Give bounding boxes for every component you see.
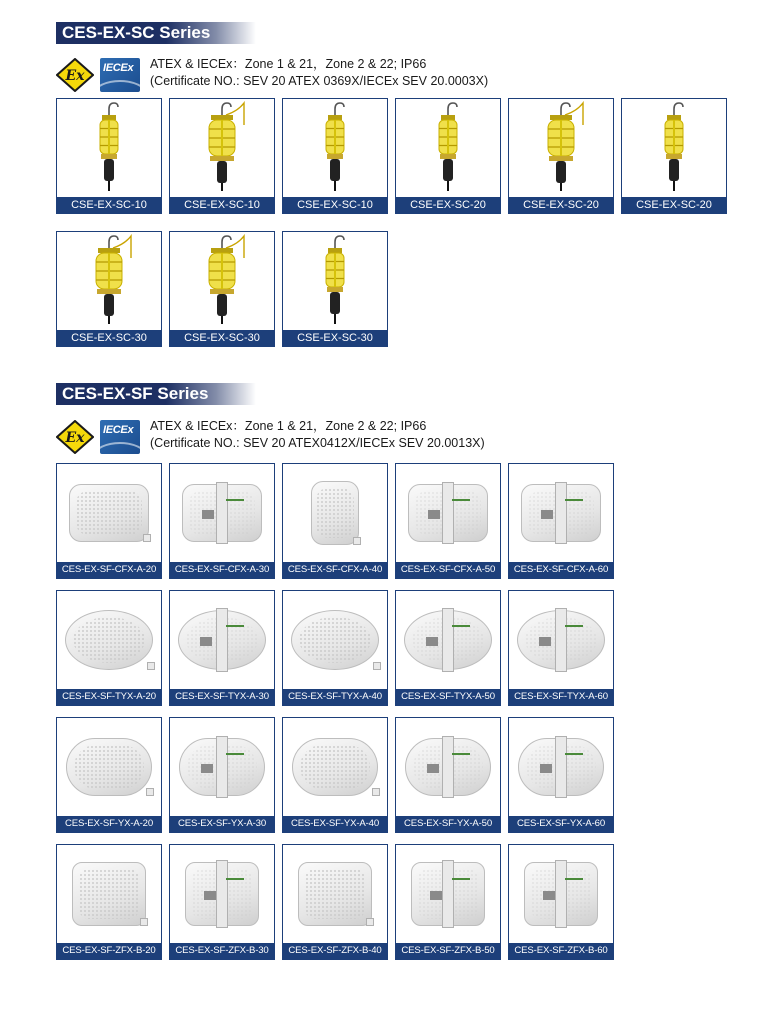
- cable-wire: [452, 753, 470, 755]
- product-photo: [396, 464, 500, 562]
- product-model-label: CSE-EX-SC-30: [57, 330, 161, 346]
- product-model-label: CES-EX-SF-TYX-A-50: [396, 689, 500, 705]
- cable-wire: [226, 499, 244, 501]
- light-fixture: [72, 862, 146, 926]
- product-photo: [283, 232, 387, 330]
- sc-cert-block: [56, 56, 576, 94]
- nameplate: [204, 891, 216, 900]
- nameplate: [200, 637, 212, 646]
- product-photo: [170, 718, 274, 816]
- product-model-label: CES-EX-SF-ZFX-B-60: [509, 943, 613, 959]
- nameplate: [427, 764, 439, 773]
- hand-lamp-icon: [396, 99, 500, 197]
- mounting-bracket: [442, 860, 454, 928]
- cable-gland: [373, 662, 381, 670]
- diffuser-pattern: [305, 869, 365, 919]
- product-photo: [509, 845, 613, 943]
- iecex-mark-text: IECEx: [103, 62, 134, 74]
- product-model-label: CES-EX-SF-ZFX-B-50: [396, 943, 500, 959]
- product-photo: [396, 718, 500, 816]
- cable-wire: [226, 625, 244, 627]
- product-model-label: CES-EX-SF-CFX-A-40: [283, 562, 387, 578]
- product-model-label: CES-EX-SF-CFX-A-60: [509, 562, 613, 578]
- product-tile: [56, 590, 162, 706]
- mounting-bracket: [555, 860, 567, 928]
- product-photo: [170, 232, 274, 330]
- product-model-label: CES-EX-SF-CFX-A-30: [170, 562, 274, 578]
- nameplate: [430, 891, 442, 900]
- product-photo: [170, 99, 274, 197]
- mounting-bracket: [442, 608, 454, 672]
- hand-lamp-icon: [57, 99, 161, 197]
- cable-gland: [140, 918, 148, 926]
- cable-gland: [353, 537, 361, 545]
- hand-lamp-icon: [170, 232, 274, 330]
- mounting-bracket: [442, 736, 454, 798]
- product-tile: [282, 231, 388, 347]
- mounting-bracket: [216, 736, 228, 798]
- product-tile: [395, 844, 501, 960]
- product-photo: [57, 845, 161, 943]
- product-tile: [282, 590, 388, 706]
- light-fixture: [69, 484, 149, 542]
- product-photo: [509, 591, 613, 689]
- atex-ex-icon: [56, 58, 94, 92]
- cable-wire: [452, 625, 470, 627]
- mounting-bracket: [216, 482, 228, 544]
- product-tile: [395, 463, 501, 579]
- product-model-label: CES-EX-SF-YX-A-60: [509, 816, 613, 832]
- product-model-label: CSE-EX-SC-10: [283, 197, 387, 213]
- product-tile: [508, 717, 614, 833]
- nameplate: [540, 764, 552, 773]
- product-photo: [396, 845, 500, 943]
- cable-gland: [146, 788, 154, 796]
- product-model-label: CES-EX-SF-TYX-A-30: [170, 689, 274, 705]
- product-photo: [283, 99, 387, 197]
- product-model-label: CSE-EX-SC-10: [170, 197, 274, 213]
- product-model-label: CSE-EX-SC-20: [396, 197, 500, 213]
- product-tile: [282, 463, 388, 579]
- product-model-label: CSE-EX-SC-20: [509, 197, 613, 213]
- sc-series-title: CES-EX-SC Series: [56, 22, 256, 44]
- product-photo: [283, 718, 387, 816]
- product-tile: [621, 98, 727, 214]
- hand-lamp-icon: [283, 232, 387, 330]
- iecex-logo-icon: [100, 420, 140, 454]
- nameplate: [202, 510, 214, 519]
- cable-wire: [565, 499, 583, 501]
- product-photo: [57, 99, 161, 197]
- cable-gland: [147, 662, 155, 670]
- product-tile: [169, 844, 275, 960]
- cable-gland: [372, 788, 380, 796]
- ex-mark-text: Ex: [65, 430, 85, 446]
- product-tile: [56, 844, 162, 960]
- hand-lamp-icon: [622, 99, 726, 197]
- product-model-label: CES-EX-SF-TYX-A-40: [283, 689, 387, 705]
- nameplate: [539, 637, 551, 646]
- product-photo: [283, 845, 387, 943]
- mounting-bracket: [555, 736, 567, 798]
- product-photo: [170, 845, 274, 943]
- product-tile: [508, 98, 614, 214]
- product-model-label: CES-EX-SF-ZFX-B-40: [283, 943, 387, 959]
- sc-cert-line1: ATEX & IECEx：Zone 1 & 21，Zone 2 & 22; IP66: [150, 57, 427, 71]
- light-fixture: [298, 862, 372, 926]
- product-tile: [282, 717, 388, 833]
- light-fixture: [292, 738, 378, 796]
- mounting-bracket: [555, 482, 567, 544]
- product-photo: [283, 591, 387, 689]
- product-model-label: CSE-EX-SC-20: [622, 197, 726, 213]
- product-model-label: CES-EX-SF-TYX-A-60: [509, 689, 613, 705]
- hand-lamp-icon: [509, 99, 613, 197]
- product-photo: [57, 232, 161, 330]
- product-photo: [509, 464, 613, 562]
- product-model-label: CES-EX-SF-ZFX-B-20: [57, 943, 161, 959]
- product-model-label: CES-EX-SF-TYX-A-20: [57, 689, 161, 705]
- mounting-bracket: [216, 860, 228, 928]
- sf-cert-line2: (Certificate NO.: SEV 20 ATEX0412X/IECEx SEV 20.0013X): [150, 436, 485, 450]
- product-tile: [395, 717, 501, 833]
- product-photo: [57, 464, 161, 562]
- hand-lamp-icon: [57, 232, 161, 330]
- sf-cert-block: [56, 418, 576, 456]
- product-tile: [169, 463, 275, 579]
- diffuser-pattern: [299, 617, 371, 663]
- product-photo: [396, 99, 500, 197]
- sc-cert-text: [150, 56, 488, 90]
- mounting-bracket: [216, 608, 228, 672]
- product-model-label: CES-EX-SF-YX-A-40: [283, 816, 387, 832]
- light-fixture: [66, 738, 152, 796]
- product-model-label: CSE-EX-SC-10: [57, 197, 161, 213]
- product-tile: [508, 463, 614, 579]
- product-tile: [169, 590, 275, 706]
- sf-cert-line1: ATEX & IECEx：Zone 1 & 21，Zone 2 & 22; IP66: [150, 419, 427, 433]
- nameplate: [426, 637, 438, 646]
- cable-wire: [565, 878, 583, 880]
- product-model-label: CES-EX-SF-YX-A-50: [396, 816, 500, 832]
- sf-cert-text: [150, 418, 485, 452]
- mounting-bracket: [442, 482, 454, 544]
- product-tile: [395, 590, 501, 706]
- product-photo: [509, 99, 613, 197]
- product-tile: [282, 98, 388, 214]
- product-photo: [57, 718, 161, 816]
- cable-wire: [452, 499, 470, 501]
- diffuser-pattern: [73, 617, 145, 663]
- diffuser-pattern: [79, 869, 139, 919]
- nameplate: [543, 891, 555, 900]
- sc-cert-line2: (Certificate NO.: SEV 20 ATEX 0369X/IECEx SEV 20.0003X): [150, 74, 489, 88]
- product-tile: [56, 717, 162, 833]
- sf-series-title: CES-EX-SF Series: [56, 383, 256, 405]
- product-photo: [170, 591, 274, 689]
- cable-gland: [143, 534, 151, 542]
- product-photo: [170, 464, 274, 562]
- cable-wire: [226, 878, 244, 880]
- product-model-label: CES-EX-SF-ZFX-B-30: [170, 943, 274, 959]
- light-fixture: [65, 610, 153, 670]
- product-photo: [396, 591, 500, 689]
- product-tile: [169, 717, 275, 833]
- cable-wire: [226, 753, 244, 755]
- product-tile: [395, 98, 501, 214]
- product-photo: [622, 99, 726, 197]
- product-model-label: CES-EX-SF-YX-A-20: [57, 816, 161, 832]
- atex-ex-icon: [56, 420, 94, 454]
- product-tile: [56, 98, 162, 214]
- iecex-logo-icon: [100, 58, 140, 92]
- cable-wire: [565, 625, 583, 627]
- cable-wire: [452, 878, 470, 880]
- product-tile: [508, 590, 614, 706]
- diffuser-pattern: [74, 745, 145, 790]
- product-model-label: CES-EX-SF-CFX-A-20: [57, 562, 161, 578]
- nameplate: [201, 764, 213, 773]
- product-tile: [282, 844, 388, 960]
- product-model-label: CES-EX-SF-CFX-A-50: [396, 562, 500, 578]
- diffuser-pattern: [76, 491, 142, 536]
- cable-wire: [565, 753, 583, 755]
- light-fixture: [311, 481, 359, 545]
- product-model-label: CSE-EX-SC-30: [283, 330, 387, 346]
- hand-lamp-icon: [283, 99, 387, 197]
- light-fixture: [291, 610, 379, 670]
- product-photo: [283, 464, 387, 562]
- hand-lamp-icon: [170, 99, 274, 197]
- product-photo: [509, 718, 613, 816]
- product-photo: [57, 591, 161, 689]
- nameplate: [428, 510, 440, 519]
- product-tile: [169, 231, 275, 347]
- diffuser-pattern: [300, 745, 371, 790]
- product-tile: [56, 463, 162, 579]
- product-model-label: CES-EX-SF-YX-A-30: [170, 816, 274, 832]
- iecex-mark-text: IECEx: [103, 424, 134, 436]
- product-tile: [56, 231, 162, 347]
- product-tile: [508, 844, 614, 960]
- nameplate: [541, 510, 553, 519]
- ex-mark-text: Ex: [65, 68, 85, 84]
- mounting-bracket: [555, 608, 567, 672]
- product-model-label: CSE-EX-SC-30: [170, 330, 274, 346]
- cable-gland: [366, 918, 374, 926]
- diffuser-pattern: [316, 488, 355, 538]
- product-tile: [169, 98, 275, 214]
